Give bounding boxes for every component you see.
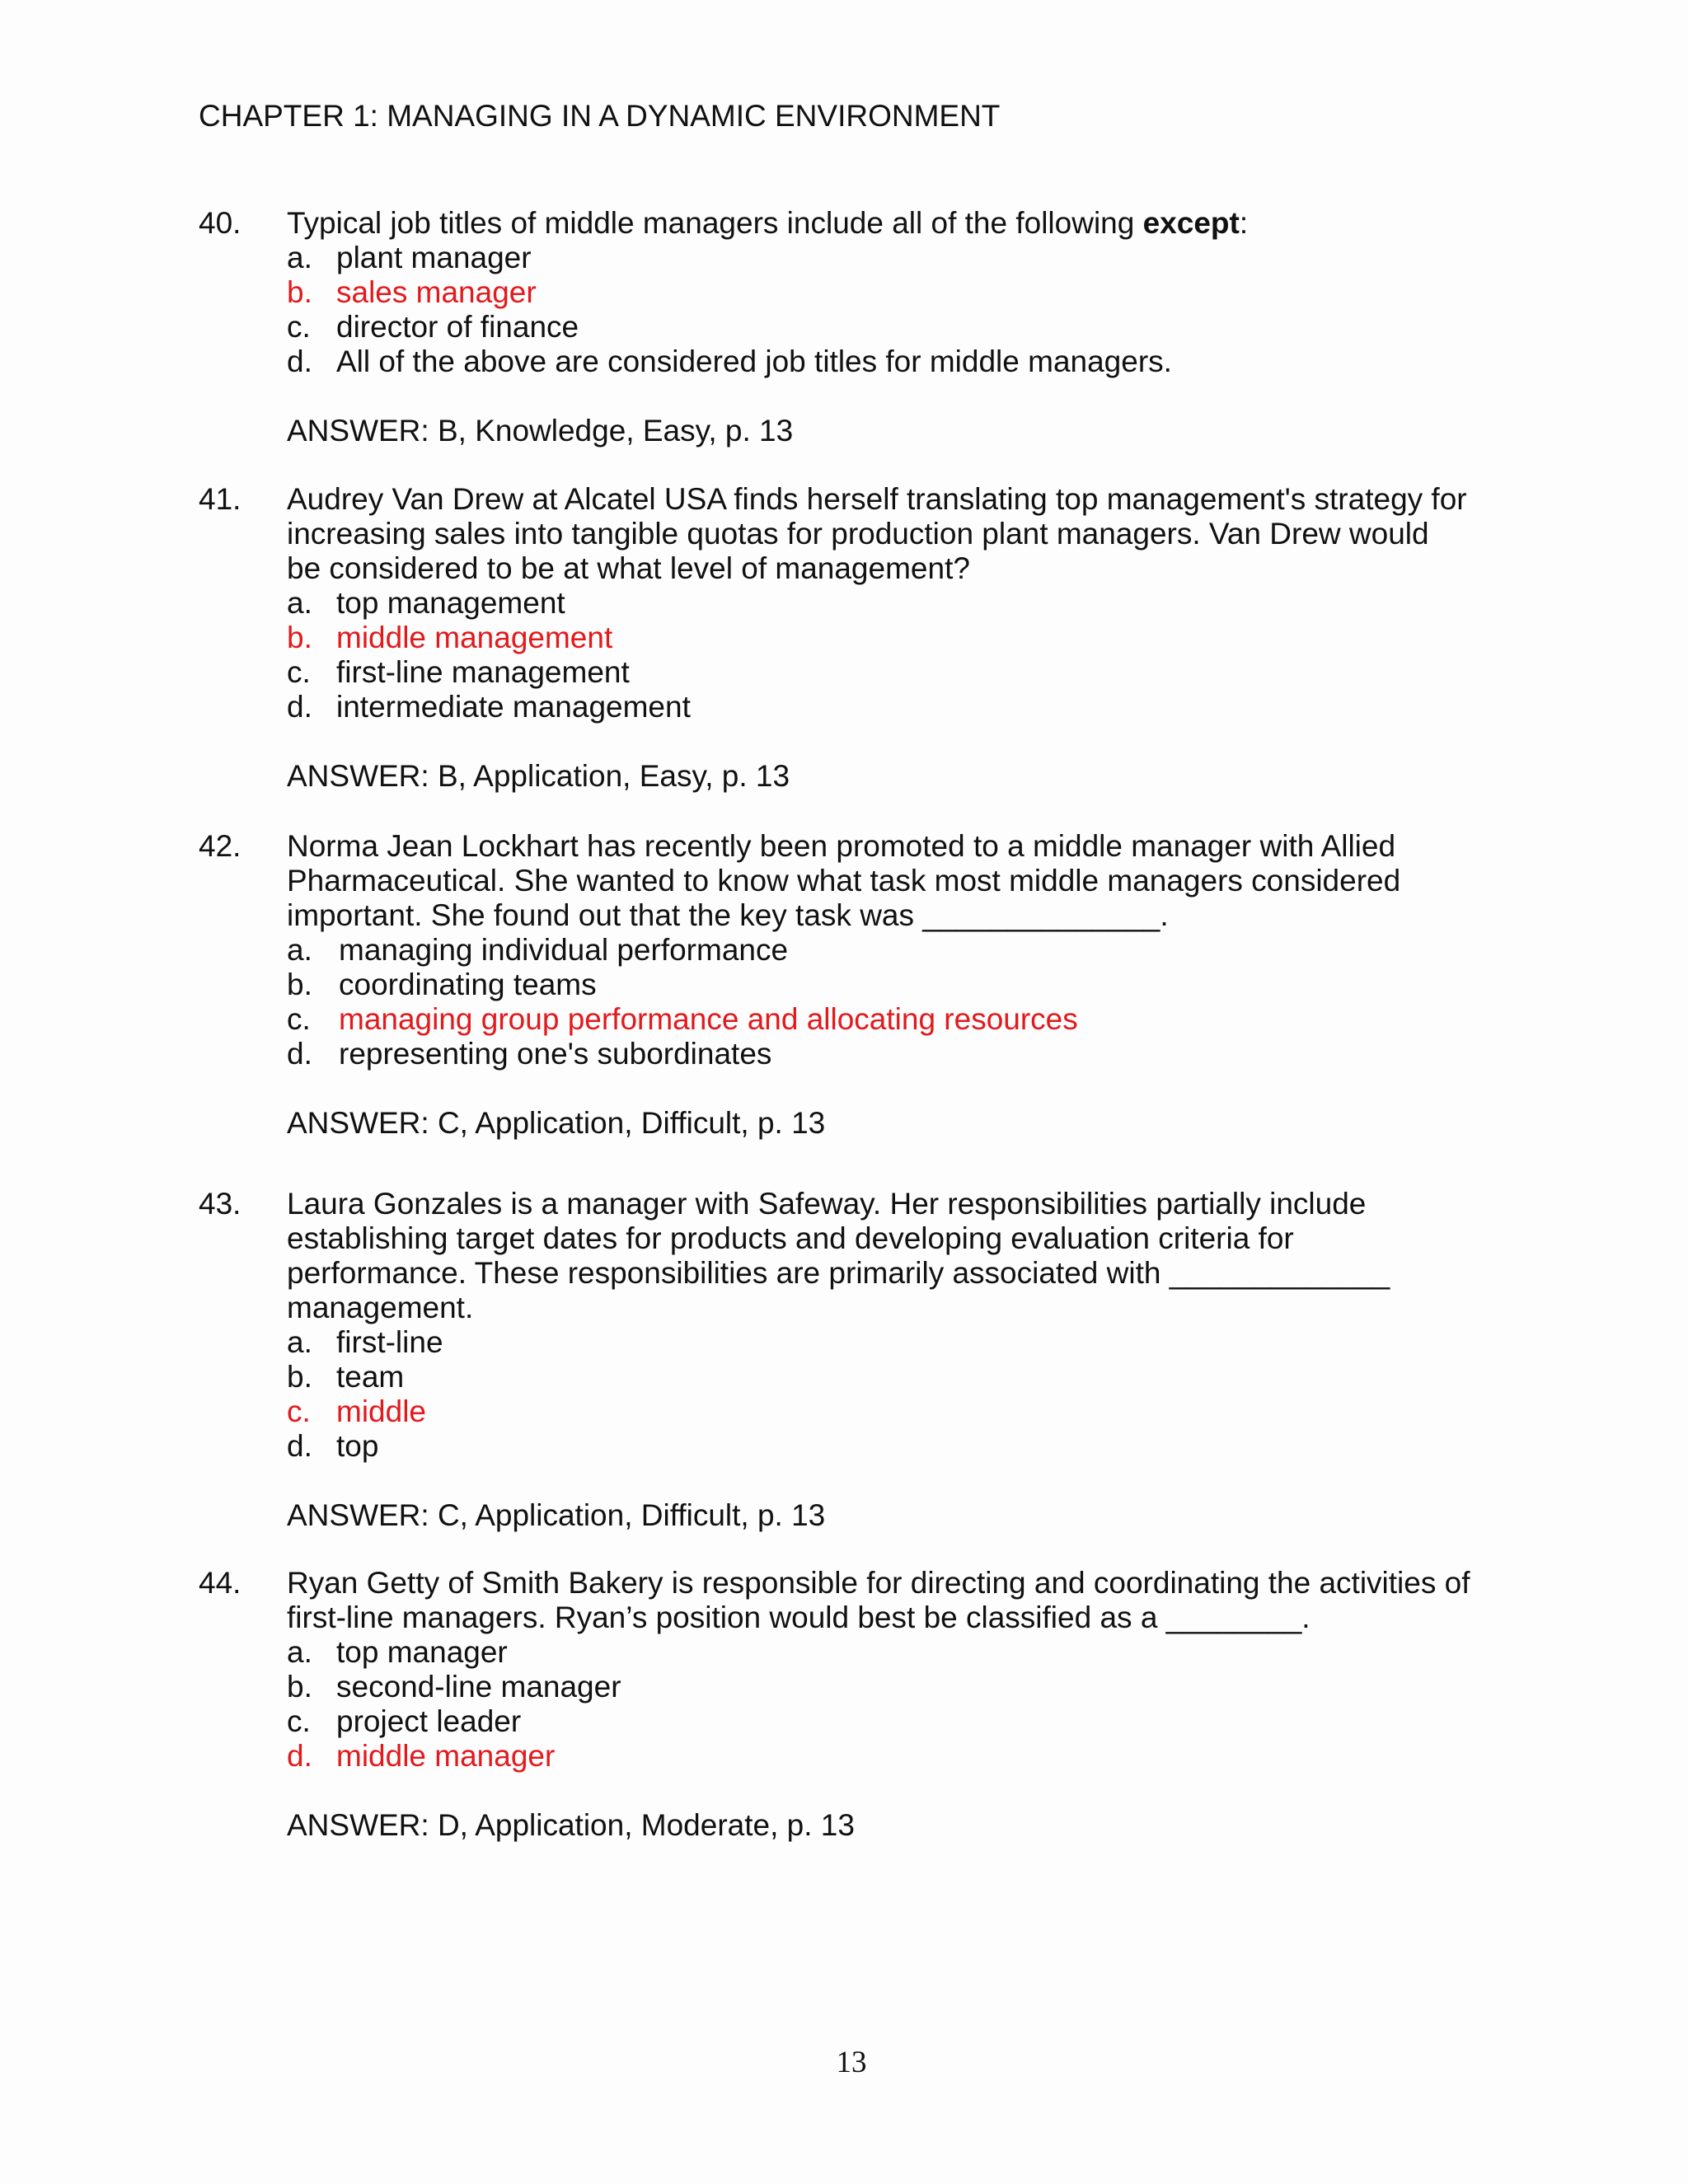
option-list [287,1635,1501,1774]
option-letter: a. [287,1325,312,1359]
option-letter: d. [287,1037,312,1071]
stem-punctuation: : [1239,206,1249,240]
answer-key: ANSWER: B, Knowledge, Easy, p. 13 [287,414,794,448]
option-c [287,655,1501,690]
option-letter: c. [287,310,311,344]
answer-key: ANSWER: C, Application, Difficult, p. 13 [287,1498,826,1532]
option-d [287,1037,1501,1071]
question-number: 40. [199,206,241,240]
stem-line: increasing sales into tangible quotas for production plant managers. Van Drew would [287,517,1429,551]
option-b-correct [287,275,1501,310]
option-a [287,586,1501,621]
option-a [287,1325,1501,1360]
question-44 [199,1566,1501,1843]
option-letter: a. [287,1635,312,1669]
chapter-header: CHAPTER 1: MANAGING IN A DYNAMIC ENVIRONMENT [199,99,1001,133]
option-letter: b. [287,1360,312,1394]
stem-line: Norma Jean Lockhart has recently been promoted to a middle manager with Allied [287,829,1396,863]
stem-line: establishing target dates for products and developing evaluation criteria for [287,1221,1294,1255]
option-text: team [336,1360,405,1394]
option-text: managing group performance and allocating resources [339,1002,1078,1036]
stem-line: important. She found out that the key task was ______________. [287,898,1169,932]
option-text: second-line manager [336,1670,621,1704]
option-letter: d. [287,344,312,378]
option-d-correct [287,1739,1501,1774]
question-stem [287,206,1501,241]
page-number: 13 [836,2046,867,2079]
option-d [287,1429,1501,1464]
stem-emphasis: except [1142,206,1240,240]
option-a [287,241,1501,275]
question-number: 42. [199,829,241,863]
option-text: project leader [336,1704,522,1738]
option-list [287,586,1501,724]
option-b [287,1360,1501,1394]
question-number: 44. [199,1566,241,1600]
option-b-correct [287,621,1501,655]
stem-line: Pharmaceutical. She wanted to know what task most middle managers considered [287,864,1401,898]
stem-line: management. [287,1291,474,1324]
option-c [287,1704,1501,1739]
option-text: top [336,1429,379,1463]
option-letter: b. [287,968,312,1001]
option-letter: d. [287,1739,312,1773]
stem-line: be considered to be at what level of management? [287,551,970,585]
option-text: representing one's subordinates [339,1037,772,1071]
stem-line: performance. These responsibilities are primarily associated with _____________ [287,1256,1390,1290]
option-text: sales manager [336,275,537,309]
option-c [287,310,1501,344]
option-letter: c. [287,1704,311,1738]
option-letter: b. [287,621,312,654]
option-text: managing individual performance [339,933,789,967]
stem-text: Typical job titles of middle managers include all of the following [287,206,1143,240]
option-letter: a. [287,241,312,274]
option-c-correct [287,1394,1501,1429]
option-text: middle [336,1394,426,1428]
question-41 [199,482,1501,794]
stem-line: Audrey Van Drew at Alcatel USA finds herself translating top management's strategy for [287,482,1467,516]
option-d [287,344,1501,379]
option-b [287,968,1501,1002]
stem-line: Ryan Getty of Smith Bakery is responsible for directing and coordinating the activities of [287,1566,1470,1600]
question-stem [287,1566,1501,1635]
option-text: first-line management [336,655,630,689]
option-text: All of the above are considered job titles for middle managers. [336,344,1172,378]
option-a [287,1635,1501,1670]
option-letter: b. [287,275,312,309]
option-list [287,1325,1501,1464]
option-d [287,690,1501,724]
answer-key: ANSWER: D, Application, Moderate, p. 13 [287,1808,855,1842]
option-letter: b. [287,1670,312,1704]
stem-line: Laura Gonzales is a manager with Safeway. Her responsibilities partially include [287,1187,1367,1221]
option-b [287,1670,1501,1704]
option-letter: a. [287,933,312,967]
question-stem [287,829,1501,933]
question-stem [287,482,1501,586]
question-stem [287,1187,1501,1325]
option-text: middle manager [336,1739,556,1773]
question-42 [199,829,1501,1141]
question-43 [199,1187,1501,1533]
option-text: top management [336,586,565,620]
answer-key: ANSWER: C, Application, Difficult, p. 13 [287,1106,826,1140]
question-40 [199,206,1501,448]
option-text: plant manager [336,241,532,274]
option-letter: c. [287,1394,311,1428]
option-list [287,933,1501,1071]
question-number: 43. [199,1187,241,1221]
option-text: top manager [336,1635,508,1669]
option-text: intermediate management [336,690,691,724]
option-letter: c. [287,655,311,689]
option-text: director of finance [336,310,579,344]
option-text: coordinating teams [339,968,597,1001]
option-list [287,241,1501,379]
stem-line: first-line managers. Ryan’s position would best be classified as a ________. [287,1601,1311,1634]
option-a [287,933,1501,968]
question-number: 41. [199,482,241,516]
option-text: middle management [336,621,613,654]
option-letter: d. [287,690,312,724]
option-text: first-line [336,1325,443,1359]
option-c-correct [287,1002,1501,1037]
answer-key: ANSWER: B, Application, Easy, p. 13 [287,759,790,793]
option-letter: a. [287,586,312,620]
option-letter: c. [287,1002,311,1036]
option-letter: d. [287,1429,312,1463]
